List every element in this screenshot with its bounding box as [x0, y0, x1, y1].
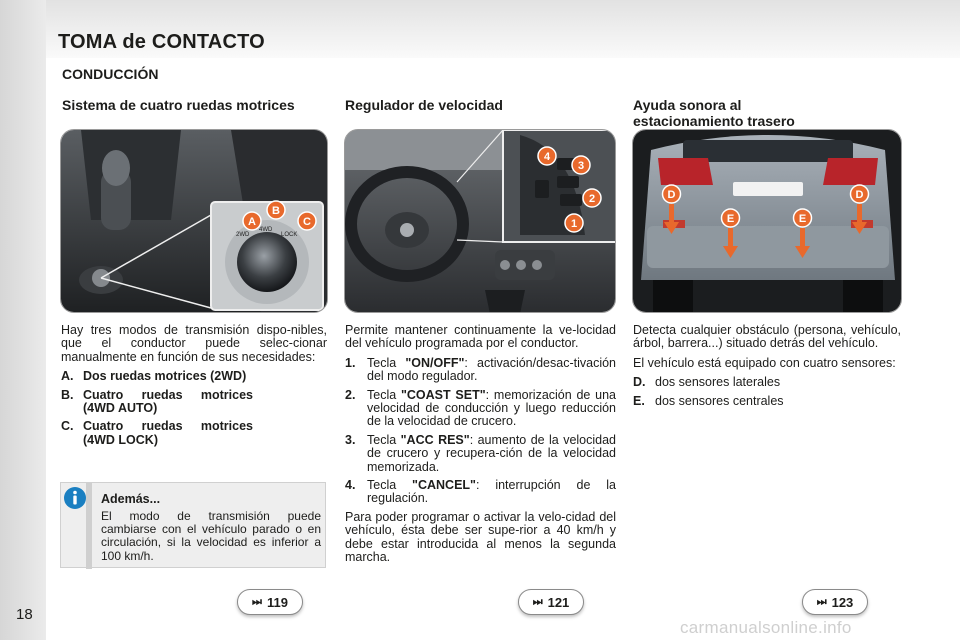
page-number: 18	[16, 606, 33, 623]
callout-b	[267, 201, 285, 219]
list-item: B. Cuatro ruedas motrices (4WD AUTO)	[61, 387, 253, 416]
page-edge-strip	[0, 0, 46, 640]
svg-text:2: 2	[588, 193, 596, 205]
photo-rear-parking-sensors	[632, 129, 902, 313]
list-item: 1. Tecla "ON/OFF": activación/desac-tivación del modo regulador.	[345, 355, 617, 384]
info-title: Además...	[101, 492, 161, 506]
col1-text	[61, 324, 327, 452]
watermark: carmanualsonline.info	[680, 618, 852, 637]
skip-forward-icon: ⏭	[816, 595, 827, 608]
info-box	[60, 482, 326, 568]
heading-cruise-control: Regulador de velocidad	[345, 97, 503, 113]
list-item: A. Dos ruedas motrices (2WD)	[61, 369, 247, 384]
info-icon	[63, 486, 87, 510]
svg-text:E: E	[726, 213, 735, 225]
page-ref-link[interactable]: ⏭ 121	[518, 589, 584, 615]
photo-four-wheel-drive-selector	[60, 129, 328, 313]
page-ref-link[interactable]: ⏭ 119	[237, 589, 303, 615]
photo-steering-wheel	[344, 129, 616, 313]
col3-p1: Detecta cualquier obstáculo (persona, vehículo, árbol, barrera...) situado detrás del vehículo.	[633, 323, 901, 351]
list-item: 4. Tecla "CANCEL": interrupción de la regulación.	[345, 478, 616, 506]
svg-text:B: B	[272, 205, 280, 217]
svg-text:3: 3	[577, 160, 585, 172]
svg-text:D: D	[667, 189, 676, 201]
col3-text	[633, 324, 901, 413]
knob-label-2wd: 2WD	[236, 232, 250, 238]
list-item: E. dos sensores centrales	[633, 393, 784, 408]
svg-text:4: 4	[543, 151, 551, 163]
svg-text:E: E	[798, 213, 807, 225]
heading-parking-sensors: Ayuda sonora al estacionamiento trasero	[633, 97, 795, 129]
callout-4	[538, 147, 556, 165]
list-item: 2. Tecla "COAST SET": memorización de una velocidad de conducción y luego reducción de la velocidad de crucero.	[345, 387, 617, 429]
svg-text:C: C	[303, 216, 311, 228]
col2-text	[345, 324, 616, 571]
skip-forward-icon: ⏭	[252, 595, 262, 608]
skip-forward-icon: ⏭	[532, 595, 543, 608]
svg-text:D: D	[855, 189, 864, 201]
col2-outro: Para poder programar o activar la velo-cidad del vehículo, ésta debe ser supe-rior a 40 km/h y debe estar introducida al menos la segunda marcha.	[345, 509, 616, 565]
callout-3	[572, 156, 590, 174]
list-item: D. dos sensores laterales	[633, 375, 781, 390]
svg-text:1: 1	[570, 218, 578, 230]
col1-intro: Hay tres modos de transmisión dispo-nibles, que el conductor puede selec-cionar manualmente en función de sus necesidades:	[61, 323, 327, 364]
callout-2	[583, 189, 601, 207]
list-item: C. Cuatro ruedas motrices (4WD LOCK)	[61, 419, 253, 447]
col2-intro: Permite mantener continuamente la ve-locidad del vehículo programada por el conductor.	[345, 323, 616, 351]
page-ref-link[interactable]: ⏭ 123	[802, 589, 868, 615]
knob-label-lock: LOCK	[281, 232, 298, 238]
svg-text:A: A	[248, 216, 256, 228]
callout-1	[565, 214, 583, 232]
section-title: CONDUCCIÓN	[62, 66, 159, 82]
callout-a	[243, 212, 261, 230]
list-item: 3. Tecla "ACC RES": aumento de la velocidad de crucero y recupera-ción de la velocidad memorizada.	[345, 432, 617, 474]
page-title: TOMA de CONTACTO	[58, 31, 265, 53]
heading-four-wheel-drive: Sistema de cuatro ruedas motrices	[62, 97, 295, 113]
callout-c	[298, 212, 316, 230]
info-text: El modo de transmisión puede cambiarse con el vehículo parado o en circulación, si la velocidad es inferior a 100 km/h.	[101, 509, 321, 563]
knob-label-4wd: 4WD	[259, 227, 273, 233]
col3-p2: El vehículo está equipado con cuatro sensores:	[633, 355, 896, 370]
